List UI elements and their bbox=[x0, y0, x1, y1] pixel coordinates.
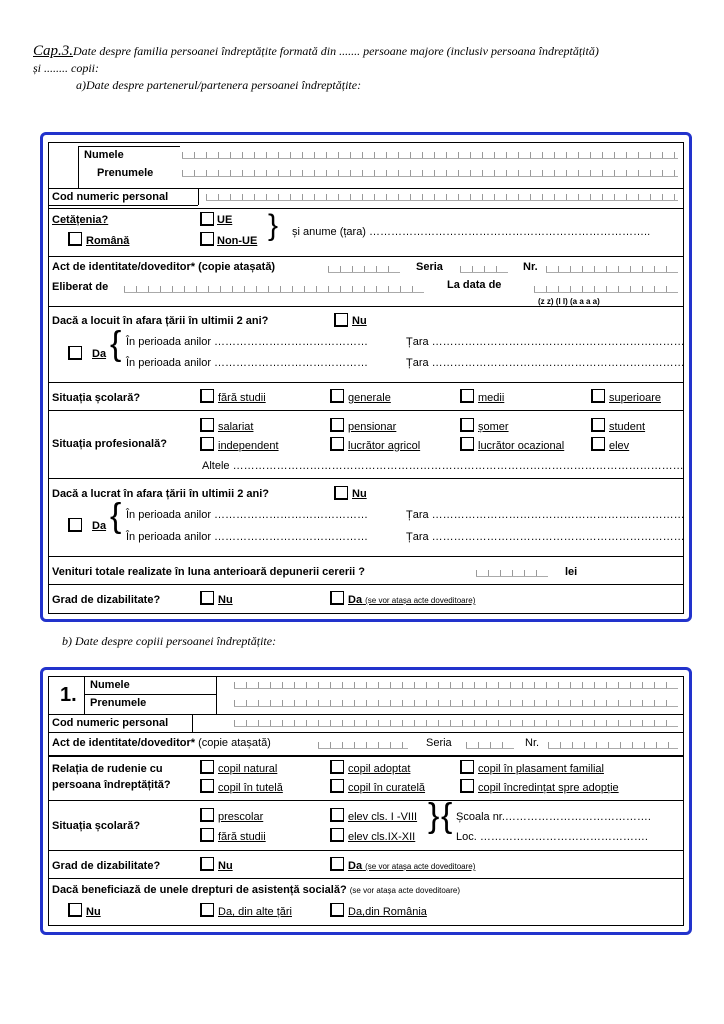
child-grad-note: (se vor atașa acte doveditoare) bbox=[365, 862, 476, 871]
partner-lucrat-da-label: Da bbox=[92, 520, 107, 532]
child-asistenta-alte-label: Da, din alte țări bbox=[218, 906, 292, 918]
child-asistenta-nu-label: Nu bbox=[86, 906, 101, 918]
child-plasament-label: copil în plasament familial bbox=[478, 763, 604, 775]
partner-cnp-label: Cod numeric personal bbox=[52, 191, 169, 203]
child-act-label-rest: (copie atașată) bbox=[195, 737, 271, 749]
partner-tara-field[interactable]: și anume (țara) ………………………………………………………………….. bbox=[292, 226, 651, 238]
partner-locuit-tara-1[interactable]: Țara …………………………………………………………… bbox=[406, 336, 685, 348]
partner-lucrat-tara-2[interactable]: Țara …………………………………………………………… bbox=[406, 531, 685, 543]
child-prescolar-label: prescolar bbox=[218, 811, 264, 823]
partner-locuit-nu-checkbox[interactable] bbox=[334, 313, 348, 327]
partner-salariat-label: salariat bbox=[218, 421, 254, 433]
child-numele-input[interactable] bbox=[234, 682, 678, 689]
child-grad-nu-checkbox[interactable] bbox=[200, 857, 214, 871]
child-prenumele-input[interactable] bbox=[234, 700, 678, 707]
header-line-3: a)Date despre partenerul/partenera persoanei îndreptățite: bbox=[76, 78, 362, 92]
partner-grad-nu-checkbox[interactable] bbox=[200, 591, 214, 605]
partner-locuit-da-checkbox[interactable] bbox=[68, 346, 82, 360]
child-numele-label: Numele bbox=[90, 679, 130, 691]
partner-act-label: Act de identitate/doveditor* (copie atașată) bbox=[52, 261, 276, 273]
child-tutela-checkbox[interactable] bbox=[200, 779, 214, 793]
chapter-number: Cap.3. bbox=[33, 43, 74, 59]
partner-generale-checkbox[interactable] bbox=[330, 389, 344, 403]
partner-lucrat-da-checkbox[interactable] bbox=[68, 518, 82, 532]
child-fara-studii-checkbox[interactable] bbox=[200, 828, 214, 842]
child-incredintat-checkbox[interactable] bbox=[460, 779, 474, 793]
partner-prenumele-label: Prenumele bbox=[97, 167, 154, 179]
partner-independent-label: independent bbox=[218, 440, 279, 452]
child-loc-field[interactable]: Loc. ………………………………………. bbox=[456, 831, 648, 843]
partner-locuit-label: Dacă a locuit în afara țării în ultimii 2 ani? bbox=[52, 315, 269, 327]
partner-grad-nu-label: Nu bbox=[218, 594, 233, 606]
child-asistenta-nu-checkbox[interactable] bbox=[68, 903, 82, 917]
child-grad-nu-label: Nu bbox=[218, 860, 233, 872]
header-line-1: Date despre familia persoanei îndreptățite formată din ....... persoane majore (inclusiv persoana îndreptățită) bbox=[73, 44, 599, 58]
child-nr-input[interactable] bbox=[548, 742, 678, 749]
partner-lei-label: lei bbox=[565, 566, 578, 578]
partner-locuit-perioada-1[interactable]: În perioada anilor …………………………………… bbox=[126, 336, 369, 348]
partner-date-format: (z z) (l l) (a a a a) bbox=[538, 297, 600, 306]
child-tutela-label: copil în tutelă bbox=[218, 782, 283, 794]
partner-independent-checkbox[interactable] bbox=[200, 437, 214, 451]
partner-lucrat-perioada-2[interactable]: În perioada anilor …………………………………… bbox=[126, 531, 369, 543]
child-elev-9-12-checkbox[interactable] bbox=[330, 828, 344, 842]
partner-pensionar-checkbox[interactable] bbox=[330, 418, 344, 432]
partner-lucrator-agricol-checkbox[interactable] bbox=[330, 437, 344, 451]
partner-lucrat-tara-1[interactable]: Țara …………………………………………………………… bbox=[406, 509, 685, 521]
partner-pensionar-label: pensionar bbox=[348, 421, 397, 433]
child-nr-label: Nr. bbox=[525, 737, 540, 749]
partner-locuit-da-label: Da bbox=[92, 348, 107, 360]
child-relatia-label-2: persoana îndreptățită? bbox=[52, 779, 171, 791]
section-header bbox=[33, 43, 599, 60]
partner-grad-label: Grad de dizabilitate? bbox=[52, 594, 161, 606]
partner-lucrator-ocazional-checkbox[interactable] bbox=[460, 437, 474, 451]
child-act-label bbox=[52, 737, 271, 750]
partner-scolara-label: Situația școlară? bbox=[52, 392, 141, 404]
partner-grad-da-checkbox[interactable] bbox=[330, 591, 344, 605]
child-scoala-field[interactable]: Școala nr.…………………………………. bbox=[456, 811, 651, 823]
child-adoptat-label: copil adoptat bbox=[348, 763, 411, 775]
partner-lucrat-label: Dacă a lucrat în afara țării în ultimii 2 ani? bbox=[52, 488, 270, 500]
partner-act-input[interactable] bbox=[328, 266, 400, 273]
partner-numele-input[interactable] bbox=[182, 152, 678, 159]
child-grad-label: Grad de dizabilitate? bbox=[52, 860, 161, 872]
child-natural-label: copil natural bbox=[218, 763, 278, 775]
child-scolara-label: Situația școlară? bbox=[52, 820, 141, 832]
child-grad-da-group bbox=[348, 860, 475, 873]
header-line-2: și ........ copii: bbox=[33, 61, 99, 75]
partner-locuit-tara-2[interactable]: Țara …………………………………………………………… bbox=[406, 357, 685, 369]
child-cnp-label: Cod numeric personal bbox=[52, 717, 169, 729]
partner-seria-input[interactable] bbox=[460, 266, 508, 273]
child-act-input[interactable] bbox=[318, 742, 408, 749]
partner-superioare-checkbox[interactable] bbox=[591, 389, 605, 403]
brace-icon: { bbox=[110, 497, 122, 535]
partner-lucrat-nu-checkbox[interactable] bbox=[334, 486, 348, 500]
partner-somer-checkbox[interactable] bbox=[460, 418, 474, 432]
partner-seria-label: Seria bbox=[416, 261, 443, 273]
partner-eliberat-label: Eliberat de bbox=[52, 281, 109, 293]
partner-lucrator-agricol-label: lucrător agricol bbox=[348, 440, 421, 452]
child-asistenta-alte-checkbox[interactable] bbox=[200, 903, 214, 917]
partner-generale-label: generale bbox=[348, 392, 391, 404]
partner-locuit-nu-label: Nu bbox=[352, 315, 367, 327]
child-elev-1-8-checkbox[interactable] bbox=[330, 808, 344, 822]
partner-medii-label: medii bbox=[478, 392, 505, 404]
partner-romana-checkbox[interactable] bbox=[68, 232, 82, 246]
partner-cnp-input[interactable] bbox=[206, 194, 678, 201]
child-act-label-bold: Act de identitate/doveditor* bbox=[52, 737, 196, 749]
children-header: b) Date despre copiii persoanei îndreptățite: bbox=[62, 634, 277, 648]
partner-grad-da-label: Da bbox=[348, 594, 363, 606]
partner-grad-da-group bbox=[348, 594, 475, 607]
child-index: 1. bbox=[60, 684, 77, 706]
partner-fara-studii-label: fără studii bbox=[218, 392, 266, 404]
partner-locuit-perioada-2[interactable]: În perioada anilor …………………………………… bbox=[126, 357, 369, 369]
child-elev-1-8-label: elev cls. I -VIII bbox=[348, 811, 418, 823]
partner-salariat-checkbox[interactable] bbox=[200, 418, 214, 432]
child-asistenta-ro-checkbox[interactable] bbox=[330, 903, 344, 917]
partner-venituri-input[interactable] bbox=[476, 570, 548, 577]
partner-prof-label: Situația profesională? bbox=[52, 438, 167, 450]
child-incredintat-label: copil încredințat spre adopție bbox=[478, 782, 619, 794]
child-prescolar-checkbox[interactable] bbox=[200, 808, 214, 822]
child-asistenta-ro-label: Da,din România bbox=[348, 906, 427, 918]
child-prenumele-label: Prenumele bbox=[90, 697, 147, 709]
brace-icon: { bbox=[110, 325, 122, 363]
child-plasament-checkbox[interactable] bbox=[460, 760, 474, 774]
partner-superioare-label: superioare bbox=[609, 392, 661, 404]
child-adoptat-checkbox[interactable] bbox=[330, 760, 344, 774]
partner-prenumele-input[interactable] bbox=[182, 170, 678, 177]
partner-elev-checkbox[interactable] bbox=[591, 437, 605, 451]
brace-icon: { bbox=[441, 797, 453, 835]
child-fara-studii-label: fără studii bbox=[218, 831, 266, 843]
partner-student-checkbox[interactable] bbox=[591, 418, 605, 432]
child-natural-checkbox[interactable] bbox=[200, 760, 214, 774]
partner-non-ue-checkbox[interactable] bbox=[200, 232, 214, 246]
partner-la-data-label: La data de bbox=[447, 279, 502, 291]
partner-date-input[interactable] bbox=[534, 286, 678, 293]
partner-fara-studii-checkbox[interactable] bbox=[200, 389, 214, 403]
child-curatela-label: copil în curatelă bbox=[348, 782, 426, 794]
partner-lucrat-nu-label: Nu bbox=[352, 488, 367, 500]
partner-altele-field[interactable]: Altele …………………………………………………………………………………………………………… bbox=[202, 460, 684, 472]
partner-medii-checkbox[interactable] bbox=[460, 389, 474, 403]
brace-icon: } bbox=[268, 209, 279, 242]
partner-nr-label: Nr. bbox=[523, 261, 538, 273]
child-asistenta-row bbox=[52, 884, 460, 897]
child-asistenta-note: (se vor atașa acte doveditoare) bbox=[349, 886, 461, 895]
partner-grad-note: (se vor atașa acte doveditoare) bbox=[365, 596, 476, 605]
child-seria-label: Seria bbox=[426, 737, 452, 749]
partner-ue-label: UE bbox=[217, 214, 233, 226]
partner-eliberat-input[interactable] bbox=[124, 286, 424, 293]
child-asistenta-label: Dacă beneficiază de unele drepturi de asistență socială? bbox=[52, 884, 347, 896]
partner-cetatenia-label: Cetățenia? bbox=[52, 214, 109, 226]
partner-romana-label: Română bbox=[86, 235, 130, 247]
partner-non-ue-label: Non-UE bbox=[217, 235, 258, 247]
partner-lucrat-perioada-1[interactable]: În perioada anilor …………………………………… bbox=[126, 509, 369, 521]
child-elev-9-12-label: elev cls.IX-XII bbox=[348, 831, 416, 843]
partner-ue-checkbox[interactable] bbox=[200, 212, 214, 226]
partner-nr-input[interactable] bbox=[546, 266, 678, 273]
brace-icon: } bbox=[428, 797, 440, 835]
partner-elev-label: elev bbox=[609, 440, 630, 452]
partner-somer-label: șomer bbox=[478, 421, 509, 433]
child-seria-input[interactable] bbox=[466, 742, 514, 749]
partner-venituri-label: Venituri totale realizate în luna anterioară depunerii cererii ? bbox=[52, 566, 365, 578]
partner-student-label: student bbox=[609, 421, 646, 433]
child-cnp-input[interactable] bbox=[234, 720, 678, 727]
child-grad-da-checkbox[interactable] bbox=[330, 857, 344, 871]
child-relatia-label-1: Relația de rudenie cu bbox=[52, 763, 163, 775]
child-grad-da-label: Da bbox=[348, 860, 363, 872]
child-curatela-checkbox[interactable] bbox=[330, 779, 344, 793]
partner-numele-label: Numele bbox=[84, 149, 124, 161]
partner-lucrator-ocazional-label: lucrător ocazional bbox=[478, 440, 565, 452]
